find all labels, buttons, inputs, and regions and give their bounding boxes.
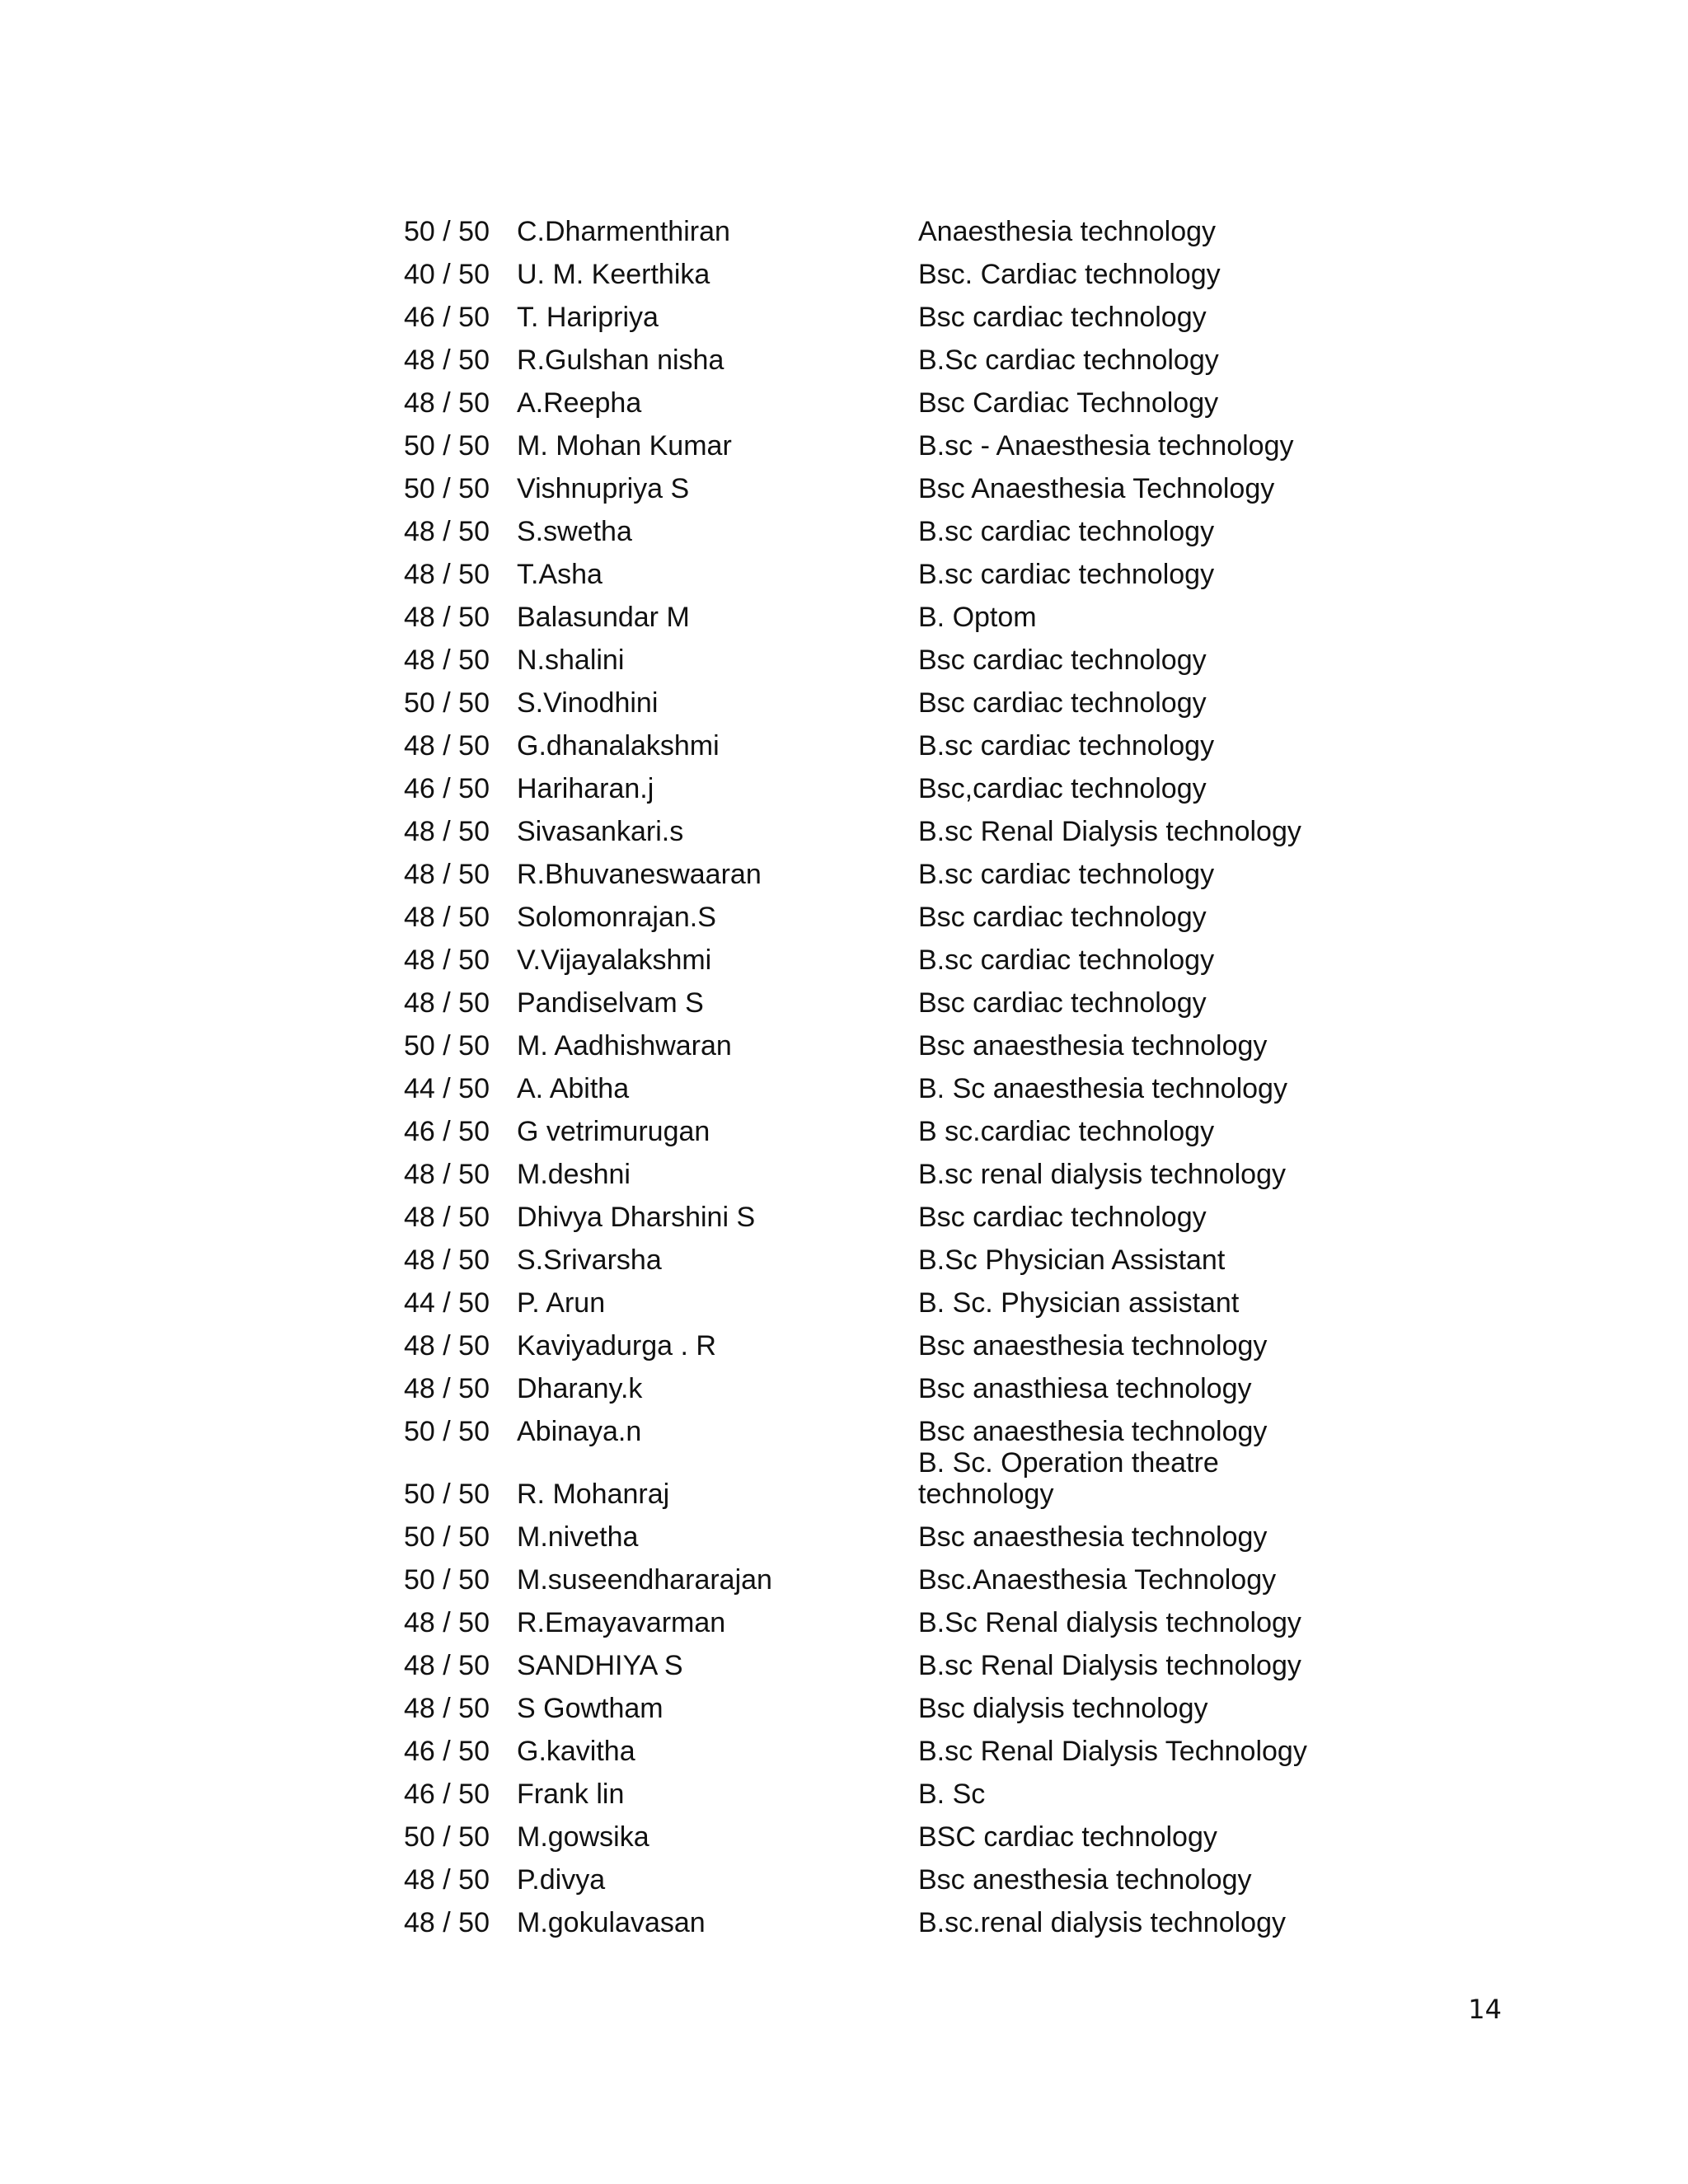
name-cell: M.gokulavasan [517,1907,706,1938]
table-row [404,1681,1327,1724]
course-cell: B.Sc Physician Assistant [918,1244,1226,1276]
name-cell: U. M. Keerthika [517,259,710,290]
course-cell: B.sc Renal Dialysis technology [918,816,1301,847]
score-cell: 46 / 50 [404,1779,490,1810]
name-cell: C.Dharmenthiran [517,216,730,247]
name-cell: SANDHIYA S [517,1650,683,1681]
course-cell: B.sc cardiac technology [918,516,1215,547]
table-row [404,1638,1327,1681]
course-cell: Bsc.Anaesthesia Technology [918,1564,1277,1596]
name-cell: A.Reepha [517,387,642,419]
name-cell: Solomonrajan.S [517,902,716,933]
course-cell: Bsc Anaesthesia Technology [918,473,1275,504]
table-row [404,762,1327,804]
score-cell: 48 / 50 [404,1907,490,1938]
table-row [404,890,1327,933]
score-cell: 48 / 50 [404,516,490,547]
name-cell: G.dhanalakshmi [517,730,720,762]
name-cell: M. Mohan Kumar [517,430,732,462]
table-row [404,1810,1327,1853]
course-cell: B.sc cardiac technology [918,944,1215,976]
name-cell: Sivasankari.s [517,816,684,847]
table-row [404,1361,1327,1404]
table-row [404,976,1327,1019]
name-cell: M.nivetha [517,1521,639,1553]
table-row [404,847,1327,890]
table-row [404,933,1327,976]
name-cell: M.suseendhararajan [517,1564,772,1596]
table-row [404,1147,1327,1190]
score-cell: 50 / 50 [404,1521,490,1553]
course-cell: B.sc - Anaesthesia technology [918,430,1294,462]
table-row [404,1724,1327,1767]
score-cell: 48 / 50 [404,730,490,762]
table-row [404,633,1327,676]
table-row [404,1190,1327,1233]
table-row [404,290,1327,333]
score-cell: 48 / 50 [404,1330,490,1361]
course-cell: Bsc cardiac technology [918,987,1207,1019]
course-cell: Bsc cardiac technology [918,1202,1207,1233]
name-cell: G vetrimurugan [517,1116,710,1147]
name-cell: V.Vijayalakshmi [517,944,712,976]
score-cell: 48 / 50 [404,987,490,1019]
score-cell: 46 / 50 [404,773,490,804]
course-cell: Bsc cardiac technology [918,302,1207,333]
name-cell: T.Asha [517,559,603,590]
table-row [404,504,1327,547]
name-cell: R.Bhuvaneswaaran [517,859,762,890]
score-cell: 50 / 50 [404,1416,490,1447]
score-cell: 48 / 50 [404,387,490,419]
course-cell: Bsc cardiac technology [918,687,1207,719]
course-cell: Anaesthesia technology [918,216,1217,247]
score-cell: 40 / 50 [404,259,490,290]
table-row [404,676,1327,719]
course-cell: B sc.cardiac technology [918,1116,1215,1147]
score-cell: 50 / 50 [404,687,490,719]
course-cell: Bsc anaesthesia technology [918,1030,1268,1062]
score-cell: 48 / 50 [404,1864,490,1896]
name-cell: S.Vinodhini [517,687,659,719]
score-cell: 48 / 50 [404,1159,490,1190]
course-cell: Bsc. Cardiac technology [918,259,1221,290]
score-cell: 46 / 50 [404,1736,490,1767]
name-cell: M. Aadhishwaran [517,1030,732,1062]
course-cell: Bsc anasthiesa technology [918,1373,1252,1404]
table-row [404,419,1327,462]
score-cell: 48 / 50 [404,859,490,890]
page-number: 14 [1468,1994,1502,2025]
course-cell: Bsc,cardiac technology [918,773,1207,804]
name-cell: Hariharan.j [517,773,654,804]
name-cell: M.gowsika [517,1821,649,1853]
table-row [404,1447,1327,1510]
course-cell: B. Sc [918,1779,986,1810]
score-cell: 48 / 50 [404,1650,490,1681]
score-cell: 48 / 50 [404,644,490,676]
course-cell: Bsc Cardiac Technology [918,387,1219,419]
name-cell: Balasundar M [517,602,690,633]
course-cell: B.sc cardiac technology [918,859,1215,890]
score-cell: 50 / 50 [404,1564,490,1596]
course-cell: B.sc.renal dialysis technology [918,1907,1287,1938]
table-row [404,1896,1327,1938]
course-cell: Bsc cardiac technology [918,644,1207,676]
name-cell: Vishnupriya S [517,473,690,504]
course-cell: B.Sc cardiac technology [918,344,1219,376]
name-cell: Abinaya.n [517,1416,642,1447]
course-cell: B.sc cardiac technology [918,730,1215,762]
score-cell: 48 / 50 [404,1244,490,1276]
score-cell: 44 / 50 [404,1073,490,1104]
course-cell: Bsc cardiac technology [918,902,1207,933]
table-row [404,1104,1327,1147]
name-cell: G.kavitha [517,1736,635,1767]
table-row [404,1019,1327,1062]
course-cell: Bsc anaesthesia technology [918,1330,1268,1361]
course-cell: B. Optom [918,602,1037,633]
table-row [404,1853,1327,1896]
table-row [404,462,1327,504]
score-cell: 48 / 50 [404,1693,490,1724]
score-cell: 50 / 50 [404,1030,490,1062]
table-row [404,1767,1327,1810]
name-cell: S.Srivarsha [517,1244,662,1276]
table-row [404,1276,1327,1319]
name-cell: S.swetha [517,516,632,547]
score-cell: 50 / 50 [404,1479,490,1510]
course-cell: B. Sc. Physician assistant [918,1287,1240,1319]
name-cell: A. Abitha [517,1073,630,1104]
name-cell: P. Arun [517,1287,606,1319]
table-row [404,1596,1327,1638]
score-cell: 48 / 50 [404,1607,490,1638]
score-cell: 48 / 50 [404,1202,490,1233]
table-row [404,333,1327,376]
table-row [404,247,1327,290]
score-cell: 48 / 50 [404,559,490,590]
name-cell: Dhivya Dharshini S [517,1202,756,1233]
table-row [404,376,1327,419]
table-row [404,1319,1327,1361]
table-row [404,547,1327,590]
score-cell: 48 / 50 [404,602,490,633]
table-row [404,1510,1327,1553]
table-row [404,1062,1327,1104]
course-cell: Bsc anaesthesia technology [918,1416,1268,1447]
results-list [404,204,1327,1938]
course-cell: B.sc Renal Dialysis technology [918,1650,1301,1681]
score-cell: 50 / 50 [404,1821,490,1853]
name-cell: R.Emayavarman [517,1607,726,1638]
course-cell: Bsc anaesthesia technology [918,1521,1268,1553]
name-cell: Dharany.k [517,1373,643,1404]
name-cell: M.deshni [517,1159,631,1190]
score-cell: 48 / 50 [404,1373,490,1404]
course-cell: B. Sc. Operation theatre technology [918,1447,1219,1510]
course-cell: BSC cardiac technology [918,1821,1217,1853]
name-cell: P.divya [517,1864,606,1896]
course-cell: Bsc anesthesia technology [918,1864,1252,1896]
name-cell: S Gowtham [517,1693,663,1724]
course-cell: B.sc cardiac technology [918,559,1215,590]
name-cell: R. Mohanraj [517,1479,670,1510]
table-row [404,719,1327,762]
name-cell: R.Gulshan nisha [517,344,724,376]
score-cell: 48 / 50 [404,902,490,933]
course-cell: B. Sc anaesthesia technology [918,1073,1287,1104]
score-cell: 46 / 50 [404,302,490,333]
score-cell: 44 / 50 [404,1287,490,1319]
score-cell: 50 / 50 [404,473,490,504]
course-cell: B.Sc Renal dialysis technology [918,1607,1301,1638]
table-row [404,1553,1327,1596]
table-row [404,1404,1327,1447]
name-cell: Frank lin [517,1779,625,1810]
name-cell: N.shalini [517,644,625,676]
course-cell: Bsc dialysis technology [918,1693,1208,1724]
score-cell: 50 / 50 [404,216,490,247]
table-row [404,1233,1327,1276]
course-cell: B.sc Renal Dialysis Technology [918,1736,1307,1767]
score-cell: 46 / 50 [404,1116,490,1147]
name-cell: T. Haripriya [517,302,659,333]
score-cell: 48 / 50 [404,344,490,376]
score-cell: 48 / 50 [404,816,490,847]
name-cell: Kaviyadurga . R [517,1330,716,1361]
table-row [404,804,1327,847]
score-cell: 50 / 50 [404,430,490,462]
name-cell: Pandiselvam S [517,987,704,1019]
table-row [404,590,1327,633]
course-cell: B.sc renal dialysis technology [918,1159,1287,1190]
table-row [404,204,1327,247]
score-cell: 48 / 50 [404,944,490,976]
